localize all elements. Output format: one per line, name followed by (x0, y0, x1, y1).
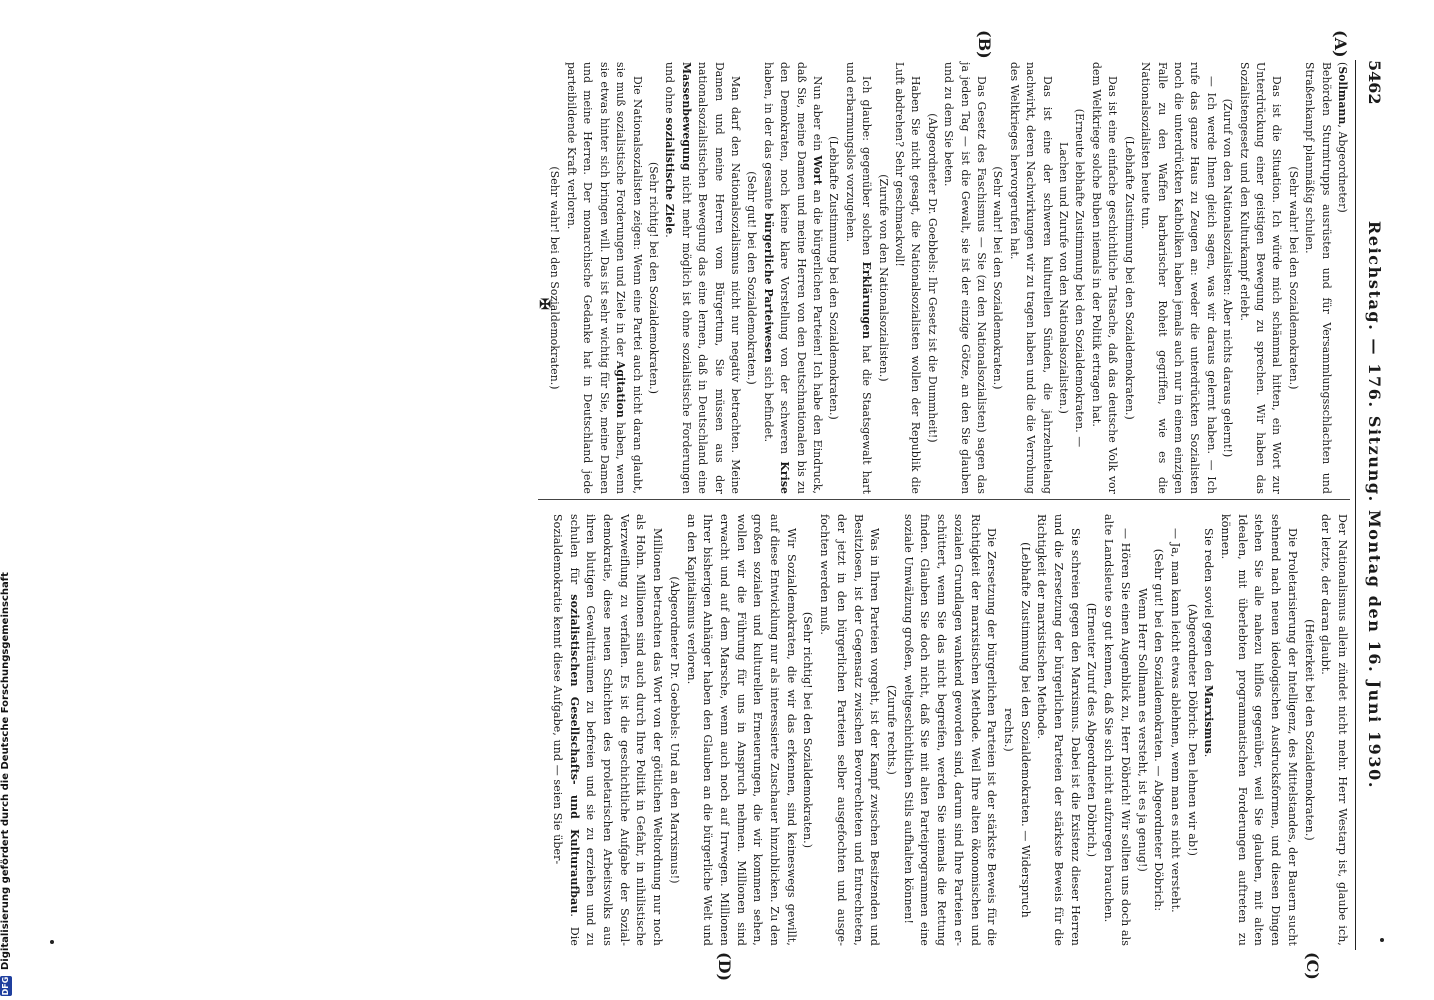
emphasis-text: Sollmann (1336, 66, 1349, 125)
column-divider (538, 499, 1350, 500)
text-run: Was in Ihren Parteien vorgeht, ist der Kampf zwischen Besitzenden und Besitzlosen, ist der Gegensatz zwischen Bevorrechteten und Entrechteten, der jetzt in den bürgerlichen Parteien selber ausgefochten und ausgefochten werden muß. (818, 514, 882, 946)
text-run: (Abgeordneter Döbrich: Den lehnen wir ab!) (1185, 603, 1199, 857)
scan-speck (1380, 938, 1384, 942)
paragraph (661, 62, 743, 494)
interjection (874, 62, 890, 494)
interjection (1133, 514, 1166, 946)
emphasis-text: Agitation (614, 360, 628, 418)
interjection (923, 62, 939, 494)
text-run: nicht mehr möglich ist ohne sozialistische Forderungen und ohne (663, 62, 693, 494)
interjection (882, 514, 899, 946)
interjection (1300, 514, 1317, 946)
page-header (1358, 60, 1384, 950)
text-run: . Die Sozialdemokratie kennt diese Aufgabe, und — seien Sie über- (550, 514, 581, 947)
text-run: (Sehr wahr! bei den Sozialdemokraten.) (1286, 166, 1300, 390)
text-run: Das ist die Situation. Ich würde mich schämmal hitten, ein Wort zur Unterdrückung einer geistigen Bewegung zu sprechen. Wir haben das Sozialistengesetz und den Kulturkampf erlebt. (1237, 62, 1284, 494)
text-run: Die Nationalsozialisten zeigen: Wenn eine Partei auch nicht daran glaubt, sie muß sozialistische Forderungen und Ziele in der (614, 62, 644, 494)
text-run: (Zurufe rechts.) (885, 685, 899, 775)
text-run: (Sehr richtig! bei den Sozialdemokraten.) (801, 611, 815, 849)
text-run: Wir Sozialdemokraten, die wir das erkennen, sind keineswegs gewillt, auf diese Entwicklung nur als interessierte Zuschauer hinzublicken. Zu den großen sozialen und kulturellen Erneuerungen, die wir kommen sehen, wollen wir die Führung für uns in Anspruch nehmen. Millionen sind erwacht und auf dem Marsche, wenn auch noch auf Irrwegen. Millionen Ihrer bisherigen Anhänger haben den Glauben an die bürgerliche Welt und an den Kapitalismus verloren. (684, 514, 798, 946)
text-run: (Zuruf von den Nationalsozialisten: Aber nichts daraus gelernt!) (1221, 98, 1235, 458)
text-run: — Ich werde Ihnen gleich sagen, was wir daraus gelernt haben. — Ich rufe das ganze Haus zu Zeugen an: weder die unterdrückten Sozialisten noch die unterdrückten Katholiken haben jemals auch nur in einem einzigen Falle zu den Waffen barbarischer Roheit gegriffen, wie es die Nationalsozialisten heute tun. (1139, 62, 1218, 494)
paragraph (759, 62, 825, 494)
text-run: Das Gesetz des Faschismus — Sie (zu den Nationalsozialisten) sagen das ja jeden Tag — ist die Gewalt, sie ist der einzige Götze, an den Sie glauben und zu dem Sie beten. (942, 62, 989, 494)
text-run: Sie schreien gegen den Marxismus. Dabei ist die Existenz dieser Herren und die Zersetzung der bürgerlichen Parteien der stärkste Beweis für die Richtigkeit der marxistischen Methode. (1035, 514, 1082, 946)
text-run: ( (1336, 62, 1349, 67)
text-run: hat die Staatsgewalt hart und erbarmungslos vorzugehen. (843, 62, 874, 495)
text-run: — Ja, man kann leicht etwas ablehnen, wenn man es nicht versteht. (1168, 528, 1182, 913)
interjection (1183, 514, 1200, 946)
margin-marker-d: (D) (715, 952, 734, 982)
paragraph (1166, 514, 1183, 946)
margin-marker-a: (A) (1331, 30, 1350, 58)
paragraph (1033, 514, 1083, 946)
header-rule (1355, 60, 1356, 950)
emphasis-text: Marxismus (1202, 685, 1216, 754)
text-run: Die Proletarisierung der Intelligenz, des Mittelstandes, der Bauern sucht sehnend nach neuen ideologischen Ausdrucksformen, und diesen Dingen stehen Sie alle nahezu hilflos gegenüber, weil Sie glauben, mit alten Idealen, mit überlebten programmatischen Forderungen auftreten zu können. (1219, 514, 1299, 946)
paragraph (1317, 514, 1350, 946)
interjection (1219, 62, 1235, 494)
page-title: Reichstag. — 176. Sitzung. Montag den 16. Juni 1930. (1365, 220, 1384, 790)
text-run: , Abgeordneter) (1336, 124, 1349, 213)
interjection (1055, 62, 1088, 494)
interjection (1083, 514, 1100, 946)
interjection (665, 514, 682, 946)
paragraph (816, 514, 883, 946)
emphasis-text: Krise (778, 461, 792, 494)
text-run: haben, in der das gesamte (761, 62, 775, 213)
interjection (799, 514, 816, 946)
text-run: (Sehr gut! bei den Sozialdemokraten. — Abgeordneter Döbrich: Wenn Herr Sollmann es versteht, ist es ja genug!) (1135, 548, 1166, 912)
text-run: (Sehr richtig! bei den Sozialdemokraten.) (646, 161, 660, 395)
paragraph (1301, 62, 1334, 494)
paragraph (891, 62, 924, 494)
text-run: (Abgeordneter Dr. Goebbels: Ihr Gesetz ist die Dummheit!) (925, 113, 939, 443)
text-run: Man darf den Nationalsozialismus nicht nur negativ betrachten. Meine Damen und meine Herren vom Bürgertum, Sie müssen aus der nationalsozialistischen Bewegung das eine lernen, daß in Deutschland eine (696, 62, 742, 494)
paragraph (1099, 514, 1132, 946)
text-run: sich befindet. (761, 363, 775, 443)
interjection (989, 62, 1005, 494)
text-run: Nun aber ein (811, 76, 824, 156)
text-run: (Lebhafte Zustimmung bei den Sozialdemokraten.) (827, 136, 841, 420)
paragraph (899, 514, 999, 946)
text-run: . (1202, 753, 1216, 758)
sidebar-text: Digitalisierung gefördert durch die Deutsche Forschungsgemeinschaft (0, 572, 11, 970)
text-run: (Sehr wahr! bei den Sozialdemokraten.) (991, 166, 1005, 390)
paragraph (1334, 62, 1350, 494)
paragraph (682, 514, 799, 946)
emphasis-text: Erklärungen (860, 261, 874, 339)
digitization-sidebar (0, 0, 14, 1000)
paragraph (563, 62, 645, 494)
left-column (546, 62, 1350, 494)
text-run: Sie reden soviel gegen den (1202, 528, 1216, 686)
paragraph (1200, 514, 1217, 946)
text-run: an die bürgerlichen Parteien! Ich habe den Eindruck, daß Sie, meine Damen und meine Herren von den Deutschnationalen bis zu den Demokraten, noch keine klare Vorstellung von der schweren (778, 62, 824, 494)
paragraph (1216, 514, 1300, 946)
emphasis-text: bürgerliche Parteiwesen (761, 212, 775, 364)
emphasis-text: sozialistischen Gesellschafts- und Kulturaufbau (567, 594, 581, 914)
interjection (645, 62, 661, 494)
interjection (743, 62, 759, 494)
text-run: (Heiterkeit bei den Sozialdemokraten.) (1302, 619, 1316, 841)
emphasis-text: sozialistische Ziele (663, 117, 677, 235)
margin-marker-b: (B) (975, 30, 994, 59)
text-run: haben, wenn sie etwas hinter sich bringen will. Das ist sehr wichtig für Sie, meine Damen und meine Herren. Der monarchische Gedanke hat in Deutschland jede parteibildende Kraft verloren. (564, 62, 628, 494)
text-run: Behörden Sturmtrupps ausrüsten und für Versammlungsschlachten und Straßenkampf planmäßig schulen. (1303, 62, 1333, 494)
emphasis-text: Wort (811, 155, 824, 186)
text-run: (Erneute lebhafte Zustimmung bei den Sozialdemokraten. — Lachen und Zurufe von den Nationalsozialisten.) (1057, 108, 1087, 448)
scan-speck (50, 940, 54, 944)
text-run: — Hören Sie einen Augenblick zu, Herr Döbrich! Wir sollten uns doch als alte Landsleute so gut kennen, daß Sie sich nicht aufzuregen brauchen. (1102, 514, 1132, 946)
interjection (1120, 62, 1136, 494)
dfg-logo: DFG (1, 976, 10, 996)
margin-marker-c: (C) (1303, 952, 1322, 980)
text-run: Ich glaube: gegenüber solchen (860, 76, 874, 262)
paragraph (940, 62, 989, 494)
text-run: Die Zersetzung der bürgerlichen Parteien ist der stärkste Beweis für die Richtigkeit der marxistischen Methode. Weil Ihre alten ökonomischen und sozialen Grundlagen wankend geworden sind, darum sind Ihre Parteien erschüttert, wenn Sie das nicht begreifen, werden Sie niemals die Rettung finden. Glauben Sie doch nicht, daß Sie mit alten Parteiprogrammen eine soziale Umwälzung großen, weltgeschichtlichen Stils aufhalten können! (901, 514, 999, 946)
paragraph (841, 62, 874, 494)
end-mark: ✠ (536, 298, 552, 310)
paragraph (548, 514, 665, 946)
interjection (999, 514, 1032, 946)
right-column (548, 514, 1350, 946)
text-run: (Erneuter Zuruf des Abgeordneten Döbrich.) (1085, 602, 1099, 858)
text-run: Das ist eine einfache geschichtliche Tatsache, daß das deutsche Volk vor dem Weltkriege solche Buben niemals in der Politik ertragen hat. (1089, 62, 1120, 494)
text-run: Der Nationalismus allein zündet nicht mehr. Herr Westarp ist, glaube ich, der letzte, der daran glaubt. (1319, 514, 1349, 946)
text-run: (Sehr wahr! bei den Sozialdemokraten.) (548, 166, 562, 390)
text-run: (Sehr gut! bei den Sozialdemokraten.) (745, 171, 759, 385)
text-run: . (663, 234, 677, 238)
paragraph (1088, 62, 1121, 494)
text-run: Das ist eine der schweren kulturellen Sünden, die jahrzehntelang nachwirkt, deren Nachwirkungen wir zu tragen haben und die die Verrohung des Weltkrieges hervorgerufen hat. (1007, 62, 1054, 494)
text-run: (Zurufe von den Nationalsozialisten.) (876, 174, 890, 382)
text-run: (Abgeordneter Dr. Goebbels: Und an den Marxismus!) (667, 576, 681, 884)
paragraph (1137, 62, 1219, 494)
interjection (1284, 62, 1300, 494)
text-run: (Lebhafte Zustimmung bei den Sozialdemokraten. — Widerspruch rechts.) (1001, 542, 1032, 918)
paragraph (1235, 62, 1284, 494)
paragraph (1005, 62, 1054, 494)
text-run: (Lebhafte Zustimmung bei den Sozialdemokraten.) (1122, 136, 1136, 420)
interjection (825, 62, 841, 494)
emphasis-text: Massenbewegung (679, 62, 693, 171)
interjection (546, 62, 562, 494)
text-run: Haben Sie nicht gesagt, die Nationalsozialisten wollen der Republik die Luft abdrehen? Sehr geschmackvoll! (893, 62, 923, 494)
page-number: 5462 (1365, 60, 1384, 105)
text-run: Millionen betrachten das Wort von der göttlichen Weltordnung nur noch als Hohn. Millionen sind auch durch Ihre Politik in Gefahr, in nihilistische Verzweiflung zu verfallen. Es ist die geschichtliche Aufgabe der Sozialdemokratie, diese neuen Schichten des proletarischen Arbeitsvolks aus ihren blutigen Gewaltträumen zu befreien und sie zu erziehen und zu schulen für (567, 514, 665, 946)
